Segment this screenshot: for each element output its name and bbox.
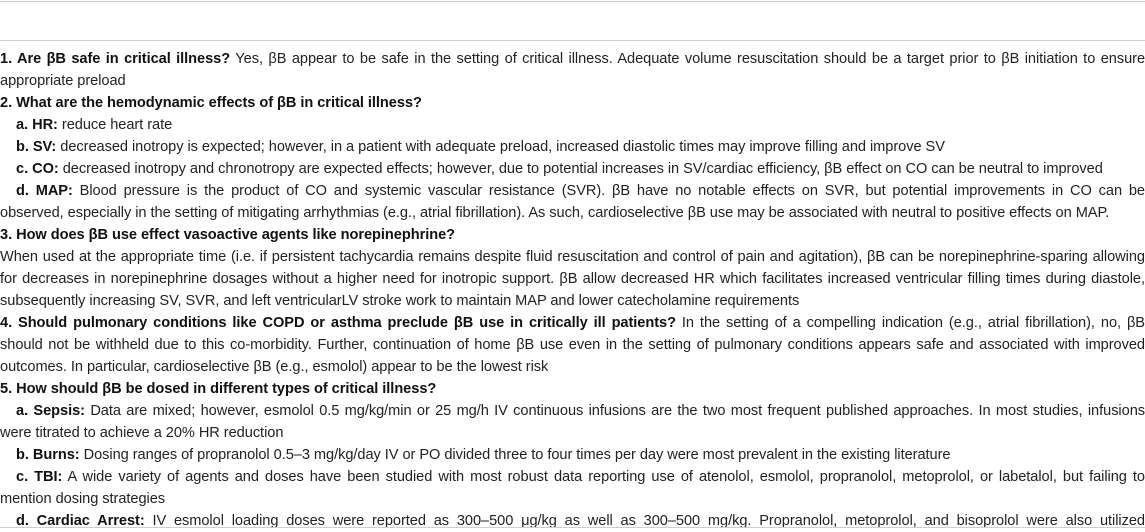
q2-co-label: c. CO: bbox=[16, 161, 59, 177]
q5-tbi-text-part-1: A wide variety of agents and doses have been studied with most robust data reporting use of atenolol, esmolol, propranolol, metoprolol, or labetalol, but failing to bbox=[62, 469, 1145, 485]
q2-map-line-2 bbox=[0, 202, 1145, 224]
table-header-rule bbox=[0, 40, 1145, 41]
q3-answer-part-2: for decreases in norepinephrine dosages without a higher need for inotropic support. βB allow decreased HR which facilitates increased ventricular filling times during diastole, bbox=[0, 271, 1145, 287]
q4-answer-part-3: outcomes. In particular, cardioselective βB (e.g., esmolol) appear to be the lowest risk bbox=[0, 359, 549, 375]
q3-line-3 bbox=[0, 290, 1145, 312]
q3-line-2 bbox=[0, 268, 1145, 290]
q5-arrest-label: d. Cardiac Arrest: bbox=[16, 513, 145, 529]
q5-line-question bbox=[0, 378, 1145, 400]
q5-burns-line bbox=[0, 444, 1145, 466]
q2-map-label: d. MAP: bbox=[16, 183, 73, 199]
q2-map-line-1 bbox=[0, 180, 1145, 202]
q2-map-text-part-2: observed, especially in the setting of mitigating arrhythmias (e.g., atrial fibrillation). As such, cardioselective βB use may be associated with neutral to positive effects on MAP. bbox=[0, 205, 1110, 221]
q5-tbi-line-2 bbox=[0, 488, 1145, 510]
q1-question: 1. Are βB safe in critical illness? bbox=[0, 51, 231, 67]
q4-line-3 bbox=[0, 356, 1145, 378]
q2-co-text: decreased inotropy and chronotropy are expected effects; however, due to potential increases in SV/cardiac efficiency, βB effect on CO can be neutral to improved bbox=[58, 161, 1103, 177]
q5-sepsis-line-1 bbox=[0, 400, 1145, 422]
q5-arrest-text: IV esmolol loading doses were reported as 300–500 μg/kg as well as 300–500 mg/kg. Propranolol, metoprolol, and bisoprolol were also utilized bbox=[144, 513, 1145, 529]
q5-burns-label: b. Burns: bbox=[16, 447, 80, 463]
q3-line-1 bbox=[0, 246, 1145, 268]
q2-sv-label: b. SV: bbox=[16, 139, 57, 155]
q3-question: 3. How does βB use effect vasoactive agents like norepinephrine? bbox=[0, 227, 456, 243]
q4-answer-part-2: should not be withheld due to this co-morbidity. Further, continuation of home βB use even in the setting of pulmonary conditions appears safe and associated with improved bbox=[0, 337, 1145, 353]
q5-question: 5. How should βB be dosed in different types of critical illness? bbox=[0, 381, 437, 397]
q1-line-2 bbox=[0, 70, 1145, 92]
q5-arrest-line bbox=[0, 510, 1145, 532]
q4-line-2 bbox=[0, 334, 1145, 356]
q1-answer-part-2: appropriate preload bbox=[0, 73, 126, 89]
q2-co-line bbox=[0, 158, 1145, 180]
q5-sepsis-line-2 bbox=[0, 422, 1145, 444]
table-top-rule bbox=[0, 1, 1145, 2]
q2-line-question bbox=[0, 92, 1145, 114]
q5-tbi-line-1 bbox=[0, 466, 1145, 488]
q5-sepsis-label: a. Sepsis: bbox=[16, 403, 85, 419]
q3-answer-part-1: When used at the appropriate time (i.e. if persistent tachycardia remains despite fluid resuscitation and control of pain and agitation), βB can be norepinephrine-sparing allowing bbox=[0, 249, 1145, 265]
q2-hr-label: a. HR: bbox=[16, 117, 58, 133]
q2-sv-line bbox=[0, 136, 1145, 158]
q3-answer-part-3: subsequently increasing SV, SVR, and left ventricularLV stroke work to maintain MAP and lower catecholamine requirements bbox=[0, 293, 800, 309]
q2-map-text-part-1: Blood pressure is the product of CO and systemic vascular resistance (SVR). βB have no notable effects on SVR, but potential improvements in CO can be bbox=[72, 183, 1145, 199]
q4-line-1 bbox=[0, 312, 1145, 334]
table-bottom-rule bbox=[0, 527, 1145, 528]
q2-question: 2. What are the hemodynamic effects of βB in critical illness? bbox=[0, 95, 422, 111]
q5-sepsis-text-part-1: Data are mixed; however, esmolol 0.5 mg/kg/min or 25 mg/h IV continuous infusions are the two most frequent published approaches. In most studies, infusions bbox=[84, 403, 1145, 419]
q2-hr-line bbox=[0, 114, 1145, 136]
q3-line-question bbox=[0, 224, 1145, 246]
q5-tbi-text-part-2: mention dosing strategies bbox=[0, 491, 166, 507]
q1-line-1 bbox=[0, 48, 1145, 70]
q4-question: 4. Should pulmonary conditions like COPD or asthma preclude βB use in critically ill patients? bbox=[0, 315, 676, 331]
q2-sv-text: decreased inotropy is expected; however, in a patient with adequate preload, increased diastolic times may improve filling and improve SV bbox=[56, 139, 945, 155]
q5-sepsis-text-part-2: were titrated to achieve a 20% HR reduction bbox=[0, 425, 284, 441]
q2-hr-text: reduce heart rate bbox=[57, 117, 173, 133]
q1-answer-part-1: Yes, βB appear to be safe in the setting of critical illness. Adequate volume resuscitation should be a target prior to βB initiation to ensure bbox=[230, 51, 1145, 67]
q5-burns-text: Dosing ranges of propranolol 0.5–3 mg/kg/day IV or PO divided three to four times per day were most prevalent in the existing literature bbox=[79, 447, 951, 463]
q4-answer-part-1: In the setting of a compelling indication (e.g., atrial fibrillation), no, βB bbox=[675, 315, 1145, 331]
q5-tbi-label: c. TBI: bbox=[16, 469, 63, 485]
table-body bbox=[0, 48, 1145, 532]
